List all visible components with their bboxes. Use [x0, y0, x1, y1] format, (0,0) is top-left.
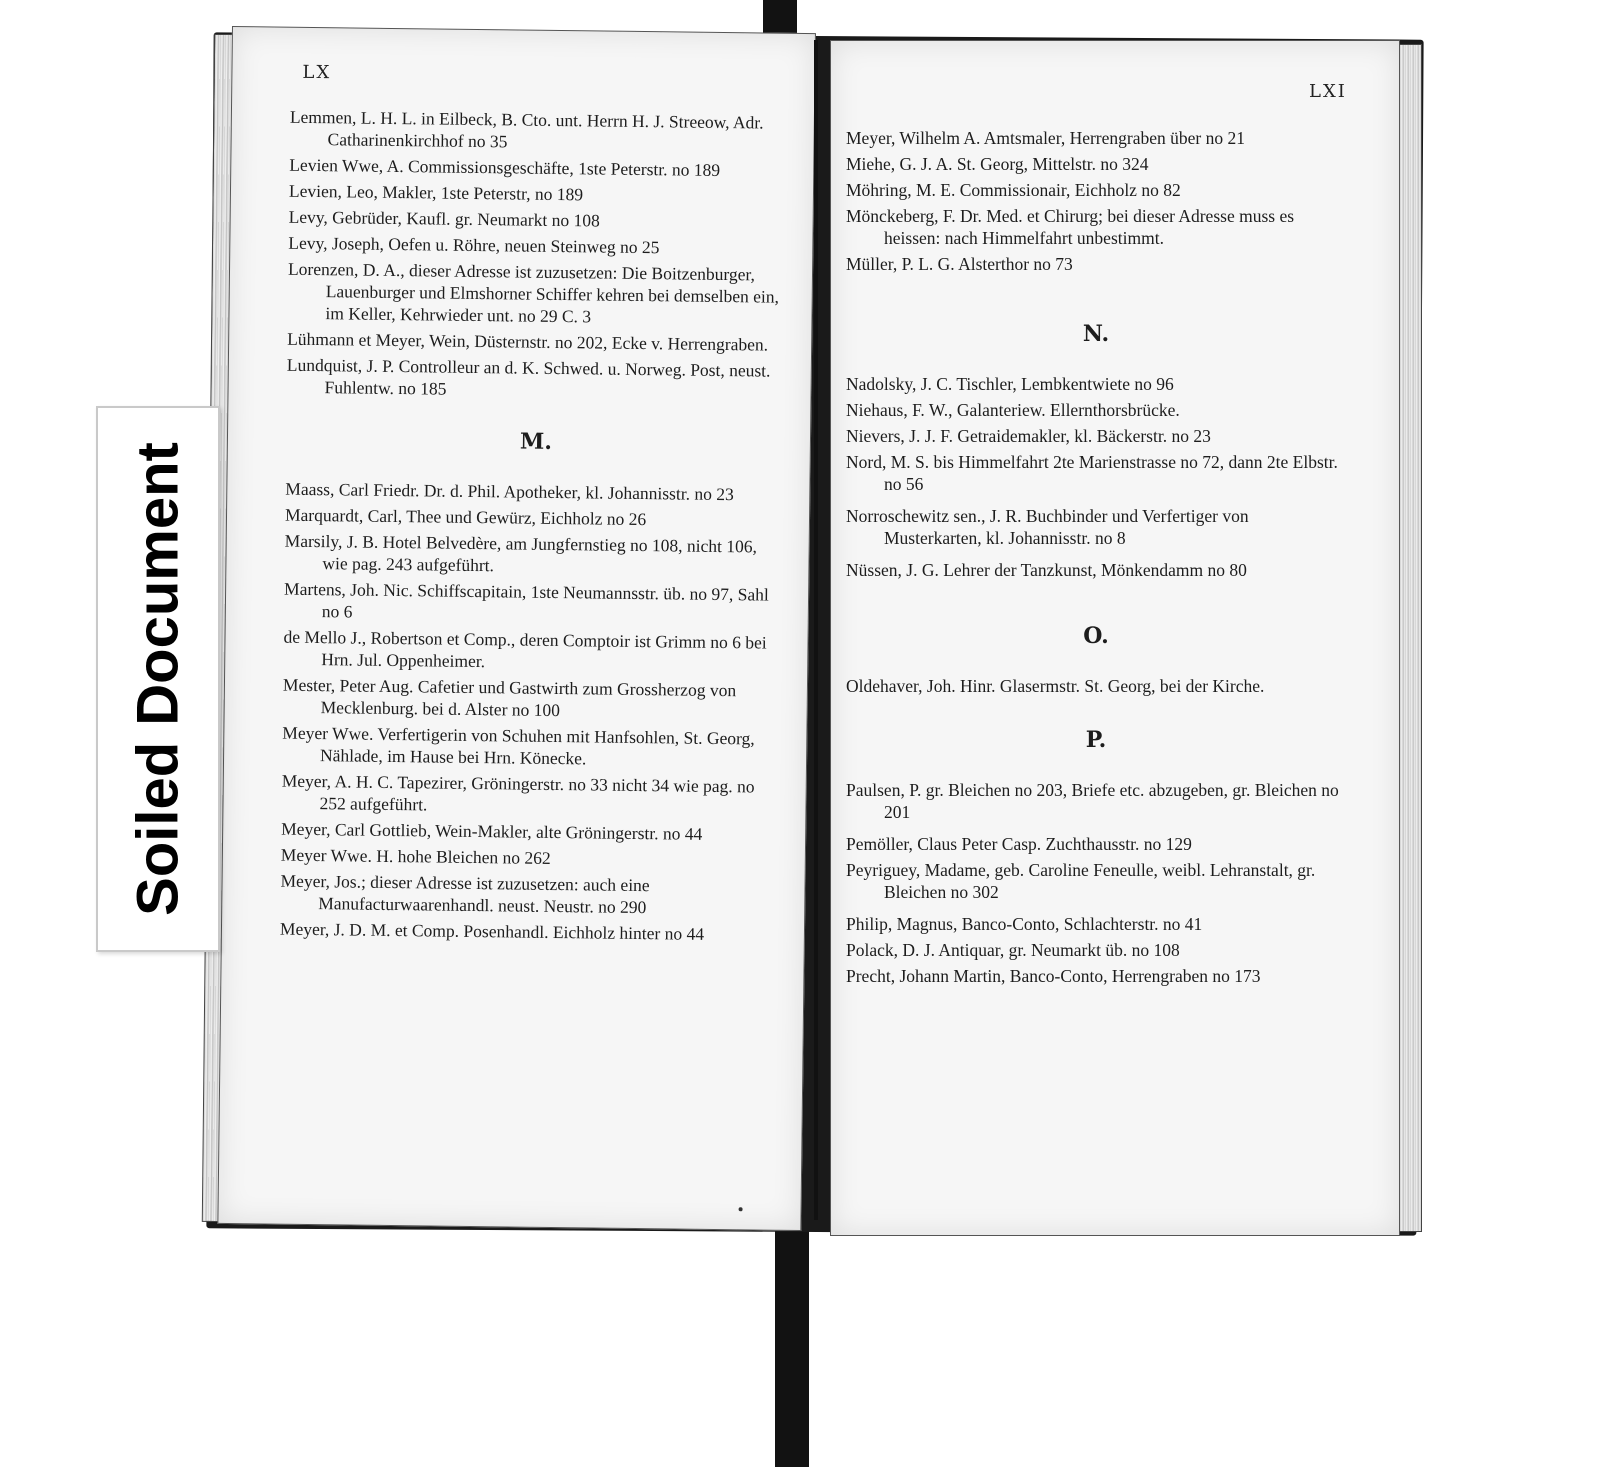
directory-entry: Meyer Wwe. Verfertigerin von Schuhen mit Hanfsohlen, St. Georg, Nählade, im Hause bei Hrn. Könecke.	[282, 722, 755, 769]
directory-entry: Miehe, G. J. A. St. Georg, Mittelstr. no 324	[846, 154, 1149, 174]
right-entries-m	[846, 127, 1346, 275]
directory-entry: Lundquist, J. P. Controlleur an d. K. Schwed. u. Norweg. Post, neust. Fuhlentw. no 185	[286, 354, 771, 399]
directory-entry: Pemöller, Claus Peter Casp. Zuchthausstr. no 129	[846, 834, 1192, 854]
directory-entry: Lühmann et Meyer, Wein, Düsternstr. no 202, Ecke v. Herrengraben.	[287, 328, 769, 355]
directory-entry: Mester, Peter Aug. Cafetier und Gastwirth zum Grossherzog von Mecklenburg. bei d. Alster no 100	[282, 674, 737, 721]
right-column	[846, 127, 1346, 991]
section-letter-m: M.	[519, 428, 553, 455]
directory-entry: Meyer, A. H. C. Tapezirer, Gröningerstr. no 33 nicht 34 wie pag. no 252 aufgeführt.	[281, 770, 755, 815]
left-entries-m	[280, 478, 786, 946]
section-letter-o: O.	[1083, 623, 1109, 649]
directory-entry: Oldehaver, Joh. Hinr. Glasermstr. St. Georg, bei der Kirche.	[846, 676, 1265, 696]
directory-entry: Nievers, J. J. F. Getraidemakler, kl. Bäckerstr. no 23	[846, 426, 1211, 446]
directory-entry: Marquardt, Carl, Thee und Gewürz, Eichholz no 26	[284, 504, 647, 530]
binding-strip-bottom	[775, 1225, 809, 1467]
right-entries-p	[846, 779, 1346, 987]
directory-entry: Meyer Wwe. H. hohe Bleichen no 262	[280, 844, 551, 868]
directory-entry: Levien, Leo, Makler, 1ste Peterstr, no 189	[288, 180, 584, 205]
right-entries-n	[846, 373, 1346, 581]
directory-entry: Nüssen, J. G. Lehrer der Tanzkunst, Mönkendamm no 80	[846, 560, 1247, 580]
directory-entry: Levy, Joseph, Oefen u. Röhre, neuen Steinweg no 25	[288, 232, 660, 258]
gutter-line	[814, 40, 818, 1220]
directory-entry: Nord, M. S. bis Himmelfahrt 2te Marienstrasse no 72, dann 2te Elbstr. no 56	[846, 452, 1338, 494]
directory-entry: Peyriguey, Madame, geb. Caroline Feneulle, weibl. Lehranstalt, gr. Bleichen no 302	[846, 860, 1316, 902]
left-folio: LX	[302, 61, 332, 84]
directory-entry: Marsily, J. B. Hotel Belvedère, am Jungfernstieg no 108, nicht 106, wie pag. 243 aufgeführt.	[284, 530, 758, 576]
directory-entry: Norroschewitz sen., J. R. Buchbinder und Verfertiger von Musterkarten, kl. Johannisstr. no 8	[846, 506, 1249, 548]
section-letter-n: N.	[1082, 321, 1110, 347]
directory-entry: Meyer, J. D. M. et Comp. Posenhandl. Eichholz hinter no 44	[279, 918, 705, 944]
directory-entry: Polack, D. J. Antiquar, gr. Neumarkt üb. no 108	[846, 940, 1180, 960]
directory-entry: Meyer, Carl Gottlieb, Wein-Makler, alte Gröningerstr. no 44	[281, 818, 703, 844]
directory-entry: Niehaus, F. W., Galanteriew. Ellernthorsbrücke.	[846, 400, 1180, 420]
left-entries	[286, 106, 790, 404]
section-letter-p: P.	[1085, 727, 1107, 753]
directory-entry: Mönckeberg, F. Dr. Med. et Chirurg; bei dieser Adresse muss es heissen: nach Himmelfahrt unbestimmt.	[846, 206, 1295, 248]
directory-entry: Precht, Johann Martin, Banco-Conto, Herrengraben no 173	[846, 966, 1261, 986]
left-column	[280, 106, 790, 950]
left-page	[217, 26, 816, 1231]
directory-entry: Lemmen, L. H. L. in Eilbeck, B. Cto. unt. Herrn H. J. Streeow, Adr. Catharinenkirchhof no 35	[289, 106, 764, 152]
directory-entry: Paulsen, P. gr. Bleichen no 203, Briefe etc. abzugeben, gr. Bleichen no 201	[846, 780, 1339, 822]
directory-entry: Levien Wwe, A. Commissionsgeschäfte, 1ste Peterstr. no 189	[289, 154, 721, 180]
directory-entry: Philip, Magnus, Banco-Conto, Schlachterstr. no 41	[846, 914, 1203, 934]
directory-entry: Levy, Gebrüder, Kaufl. gr. Neumarkt no 108	[288, 206, 600, 231]
directory-entry: Maass, Carl Friedr. Dr. d. Phil. Apotheker, kl. Johannisstr. no 23	[285, 478, 734, 505]
directory-entry: Martens, Joh. Nic. Schiffscapitain, 1ste Neumannsstr. üb. no 97, Sahl no 6	[284, 578, 769, 622]
directory-entry: Lorenzen, D. A., dieser Adresse ist zuzusetzen: Die Boitzenburger, Lauenburger und Elmshorner Schiffer kehren bei demselben ein, im Keller, Kehrwieder unt. no 29 C. 3	[287, 258, 780, 327]
page-speck	[739, 1207, 743, 1211]
directory-entry: Müller, P. L. G. Alsterthor no 73	[846, 254, 1073, 274]
right-entries-o	[846, 675, 1346, 697]
right-folio: LXI	[1309, 81, 1347, 102]
soiled-document-label	[96, 406, 220, 952]
directory-entry: Meyer, Wilhelm A. Amtsmaler, Herrengraben über no 21	[846, 128, 1245, 148]
soiled-document-text: Soiled Document	[125, 442, 191, 916]
directory-entry: Meyer, Jos.; dieser Adresse ist zuzusetzen: auch eine Manufacturwaarenhandl. neust. Neustr. no 290	[280, 870, 650, 918]
directory-entry: Möhring, M. E. Commissionair, Eichholz no 82	[846, 180, 1181, 200]
directory-entry: de Mello J., Robertson et Comp., deren Comptoir ist Grimm no 6 bei Hrn. Jul. Oppenheimer.	[283, 626, 767, 672]
right-page	[830, 40, 1400, 1236]
directory-entry: Nadolsky, J. C. Tischler, Lembkentwiete no 96	[846, 374, 1174, 394]
